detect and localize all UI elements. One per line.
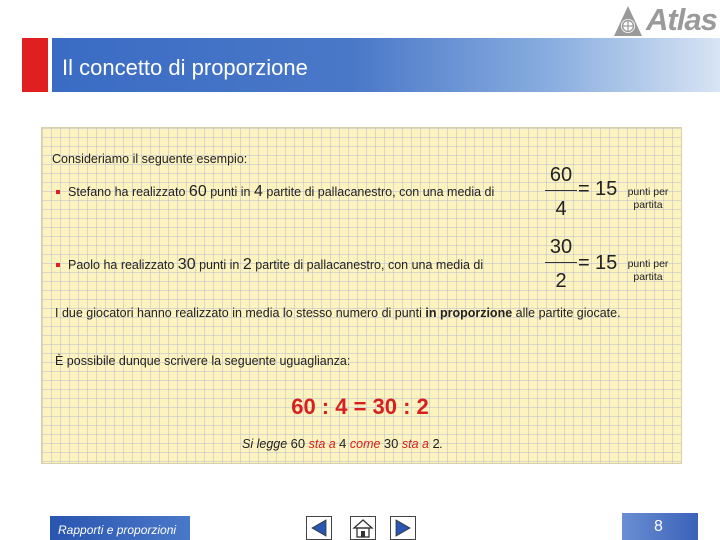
- statement-text: È possibile dunque scrivere la seguente uguaglianza:: [55, 354, 351, 368]
- reading-d: 2: [432, 436, 440, 451]
- reading-a: 60: [290, 436, 306, 451]
- fraction-2-line: [545, 262, 577, 263]
- reading-b: 4: [339, 436, 347, 451]
- unit-2: [622, 258, 674, 284]
- example-1-pre: Stefano ha realizzato: [68, 185, 189, 199]
- atlas-globe-icon: [612, 6, 644, 36]
- unit-2-line-2: partita: [633, 271, 663, 283]
- reading-c: 30: [383, 436, 399, 451]
- fraction-1-line: [545, 190, 577, 191]
- slide-title: Il concetto di proporzione: [62, 55, 308, 80]
- example-1-mid: punti in: [206, 185, 254, 199]
- fraction-1-denominator: 4: [555, 198, 567, 220]
- fraction-1-numerator: 60: [549, 164, 573, 186]
- unit-2-line-1: punti per: [627, 258, 669, 270]
- result-1: 15: [595, 178, 618, 200]
- example-2-text: [68, 256, 483, 274]
- title-accent-bar: [22, 38, 48, 92]
- home-icon[interactable]: [350, 516, 376, 540]
- unit-1: [622, 186, 674, 212]
- intro-text: Consideriamo il seguente esempio:: [52, 152, 248, 166]
- unit-1-line-2: partita: [633, 199, 663, 211]
- example-2-mid: punti in: [195, 258, 243, 272]
- conclusion-bold: in proporzione: [425, 306, 513, 320]
- fraction-2-numerator: 30: [549, 236, 573, 258]
- result-2: 15: [595, 252, 618, 274]
- section-label[interactable]: [50, 516, 190, 540]
- example-2-post: partite di pallacanestro, con una media di: [251, 258, 484, 272]
- logo-text: Atlas: [646, 2, 717, 37]
- example-1-points: 60: [188, 183, 207, 200]
- equals-2: =: [578, 252, 590, 274]
- reading-pre: Si legge: [242, 437, 291, 451]
- reading-sta-a-1: sta a: [305, 437, 340, 451]
- bullet-1: [56, 190, 60, 194]
- reading-text: [242, 436, 443, 451]
- reading-sta-a-2: sta a: [398, 437, 433, 451]
- example-1-text: [68, 183, 494, 201]
- equals-1: =: [578, 178, 590, 200]
- conclusion-text: [55, 305, 665, 322]
- example-1-post: partite di pallacanestro, con una media di: [262, 185, 495, 199]
- example-1-games: 4: [253, 183, 263, 200]
- section-label-text: Rapporti e proporzioni: [58, 523, 177, 537]
- page-number-box: [622, 513, 698, 540]
- bullet-2: [56, 263, 60, 267]
- fraction-2-denominator: 2: [555, 270, 567, 292]
- next-icon[interactable]: [390, 516, 416, 540]
- prev-icon[interactable]: [306, 516, 332, 540]
- reading-end: .: [439, 437, 444, 451]
- example-2-points: 30: [177, 256, 196, 273]
- atlas-logo: [612, 2, 717, 38]
- conclusion-post: alle partite giocate.: [512, 306, 621, 320]
- example-2-games: 2: [242, 256, 252, 273]
- proportion-formula: 60 : 4 = 30 : 2: [291, 394, 429, 419]
- unit-1-line-1: punti per: [627, 186, 669, 198]
- conclusion-pre: I due giocatori hanno realizzato in media lo stesso numero di punti: [55, 306, 426, 320]
- example-2-pre: Paolo ha realizzato: [68, 258, 178, 272]
- reading-come: come: [346, 437, 384, 451]
- page-number: 8: [654, 518, 663, 535]
